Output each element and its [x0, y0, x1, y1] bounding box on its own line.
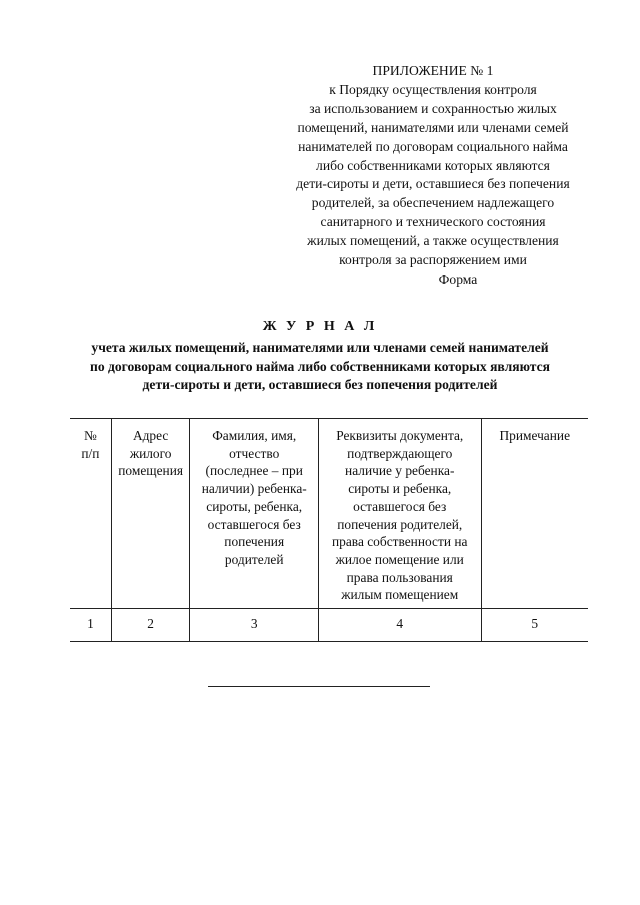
header-text-line: наличии) ребенка-	[201, 481, 307, 497]
table-number-row	[70, 609, 588, 642]
header-cell-number	[70, 419, 111, 609]
appendix-line: жилых помещений, а также осуществления	[307, 233, 559, 249]
header-cell-document	[318, 419, 481, 609]
header-cell-address	[111, 419, 190, 609]
header-text-line: отчество	[229, 445, 280, 461]
header-text-line: жилое помещение или	[335, 551, 464, 567]
header-text-line: Реквизиты документа,	[336, 428, 464, 443]
header-text-line: №	[84, 428, 97, 443]
header-text-line: права пользования	[346, 569, 453, 585]
header-text-line: попечения родителей,	[337, 516, 463, 532]
header-cell-note	[481, 419, 588, 609]
appendix-title: ПРИЛОЖЕНИЕ № 1	[372, 63, 494, 78]
closing-underline	[208, 686, 430, 687]
journal-subtitle-line: по договорам социального найма либо собственниками которых являются	[89, 358, 551, 374]
header-text-line: попечения	[224, 534, 285, 550]
header-text-line: жилым помещением	[341, 587, 459, 603]
column-number-cell: 5	[481, 609, 588, 642]
appendix-line: контроля за распоряжением ими	[339, 252, 527, 268]
appendix-line: дети-сироты и дети, оставшиеся без попечения	[296, 176, 570, 192]
column-number-cell: 4	[318, 609, 481, 642]
header-text-line: (последнее – при	[205, 463, 303, 479]
header-text-line: Адрес	[132, 428, 169, 443]
column-number-cell: 1	[70, 609, 111, 642]
appendix-line: либо собственниками которых являются	[316, 157, 550, 173]
appendix-line: родителей, за обеспечением надлежащего	[311, 195, 555, 211]
header-cell-fullname	[190, 419, 319, 609]
column-number-cell: 3	[190, 609, 319, 642]
header-text-line: наличие у ребенка-	[345, 463, 455, 479]
journal-subtitle-line: учета жилых помещений, нанимателями или членами семей нанимателей	[91, 339, 549, 355]
appendix-header	[268, 62, 598, 270]
table-header-row	[70, 419, 588, 609]
header-text-line: родителей	[224, 551, 284, 567]
appendix-line: нанимателей по договорам социального найма	[298, 138, 568, 154]
header-text-line: помещения	[118, 463, 184, 479]
header-text-line: оставшегося без	[353, 498, 447, 514]
journal-title: Ж У Р Н А Л	[262, 319, 378, 334]
header-text-line: подтверждающего	[347, 445, 453, 461]
header-text-line: права собственности на	[332, 534, 468, 550]
journal-table	[70, 418, 588, 642]
header-text-line: жилого	[129, 445, 172, 461]
header-text-line: оставшегося без	[207, 516, 301, 532]
appendix-line: за использованием и сохранностью жилых	[309, 100, 557, 116]
header-text-line: Фамилия, имя,	[212, 428, 297, 443]
journal-subtitle-line: дети-сироты и дети, оставшиеся без попечения родителей	[142, 377, 498, 393]
form-label: Форма	[438, 272, 478, 287]
appendix-line: санитарного и технического состояния	[320, 214, 546, 230]
appendix-line: помещений, нанимателями или членами семей	[297, 119, 569, 135]
header-text-line: п/п	[81, 445, 100, 461]
appendix-line: к Порядку осуществления контроля	[329, 81, 537, 97]
column-number-cell: 2	[111, 609, 190, 642]
header-text-line: сироты, ребенка,	[206, 498, 303, 514]
header-text-line: Примечание	[499, 428, 571, 443]
header-text-line: сироты и ребенка,	[348, 481, 452, 497]
journal-heading	[40, 318, 600, 395]
